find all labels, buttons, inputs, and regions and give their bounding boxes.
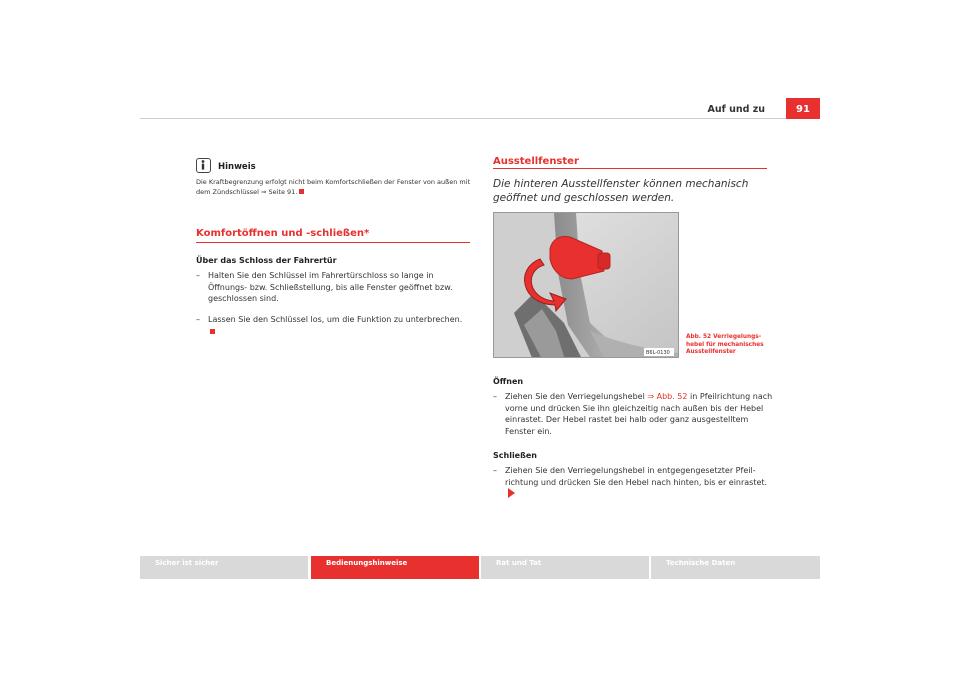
list-item — [493, 391, 773, 437]
footer-tab-technische-daten[interactable]: Technische Daten — [651, 556, 820, 579]
subheading-fahrertuer: Über das Schloss der Fahrertür — [196, 256, 337, 265]
list-item-text: Lassen Sie den Schlüssel los, um die Funktion zu unterbrechen. — [208, 315, 463, 324]
running-header-title: Auf und zu — [707, 104, 765, 115]
figure-reference-link[interactable]: ⇒ Abb. 52 — [647, 392, 688, 401]
list-dash: – — [493, 466, 497, 475]
list-item — [196, 270, 468, 305]
list-item-text: in Pfeilrichtung nach vorne und drücken Sie ihn gleichzeitig nach außen bis der Hebel einrastet. Der Hebel rastet bei halb oder ganz ausgestelltem Fenster ein. — [505, 392, 773, 436]
list-dash: – — [493, 392, 497, 401]
section-rule-right — [493, 168, 767, 169]
figure-code: B6L-0130 — [646, 350, 670, 356]
section-intro: Die hinteren Ausstellfenster können mechanisch geöffnet und geschlossen werden. — [493, 178, 749, 204]
list-item-text: Ziehen Sie den Verriegelungshebel — [505, 392, 648, 401]
list-dash: – — [196, 271, 200, 280]
list-item-text: Ziehen Sie den Verriegelungshebel in entgegengesetzter Pfeilrichtung und drücken Sie den Hebel nach hinten, bis er einrastet. — [505, 466, 768, 487]
list-item — [196, 314, 468, 337]
list-dash: – — [196, 315, 200, 324]
note-text-body: Die Kraftbegrenzung erfolgt nicht beim Komfortschließen der Fenster von außen mit dem Zündschlüssel ⇒ Seite 91. — [196, 178, 471, 196]
end-of-section-icon — [299, 189, 304, 194]
note-text — [196, 177, 476, 197]
footer-tab-rat-und-tat[interactable]: Rat und Tat — [481, 556, 649, 579]
subheading-oeffnen: Öffnen — [493, 377, 524, 386]
section-title-ausstellfenster: Ausstellfenster — [493, 156, 579, 167]
section-title-komfort: Komfortöffnen und -schließen* — [196, 228, 370, 239]
continue-arrow-icon — [508, 488, 515, 498]
footer-tab-bedienungshinweise[interactable]: Bedienungshinweise — [311, 556, 479, 579]
section-rule-left — [196, 242, 470, 243]
figure-caption: Abb. 52 Verriegelungshebel für mechanisches Ausstellfenster — [686, 334, 764, 355]
info-icon — [196, 158, 211, 173]
page-number: 91 — [786, 98, 820, 119]
footer-tab-sicher[interactable]: Sicher ist sicher — [140, 556, 308, 579]
header-rule — [140, 118, 820, 119]
end-of-section-icon — [210, 329, 215, 334]
note-title: Hinweis — [218, 162, 256, 172]
list-item-text: Halten Sie den Schlüssel im Fahrertürschloss so lange in Öffnungs- bzw. Schließstellung, bis alle Fenster geöffnet bzw. geschlossen sind. — [208, 271, 453, 303]
list-item — [493, 465, 777, 501]
figure-locking-lever — [493, 212, 679, 358]
subheading-schliessen: Schließen — [493, 451, 537, 460]
